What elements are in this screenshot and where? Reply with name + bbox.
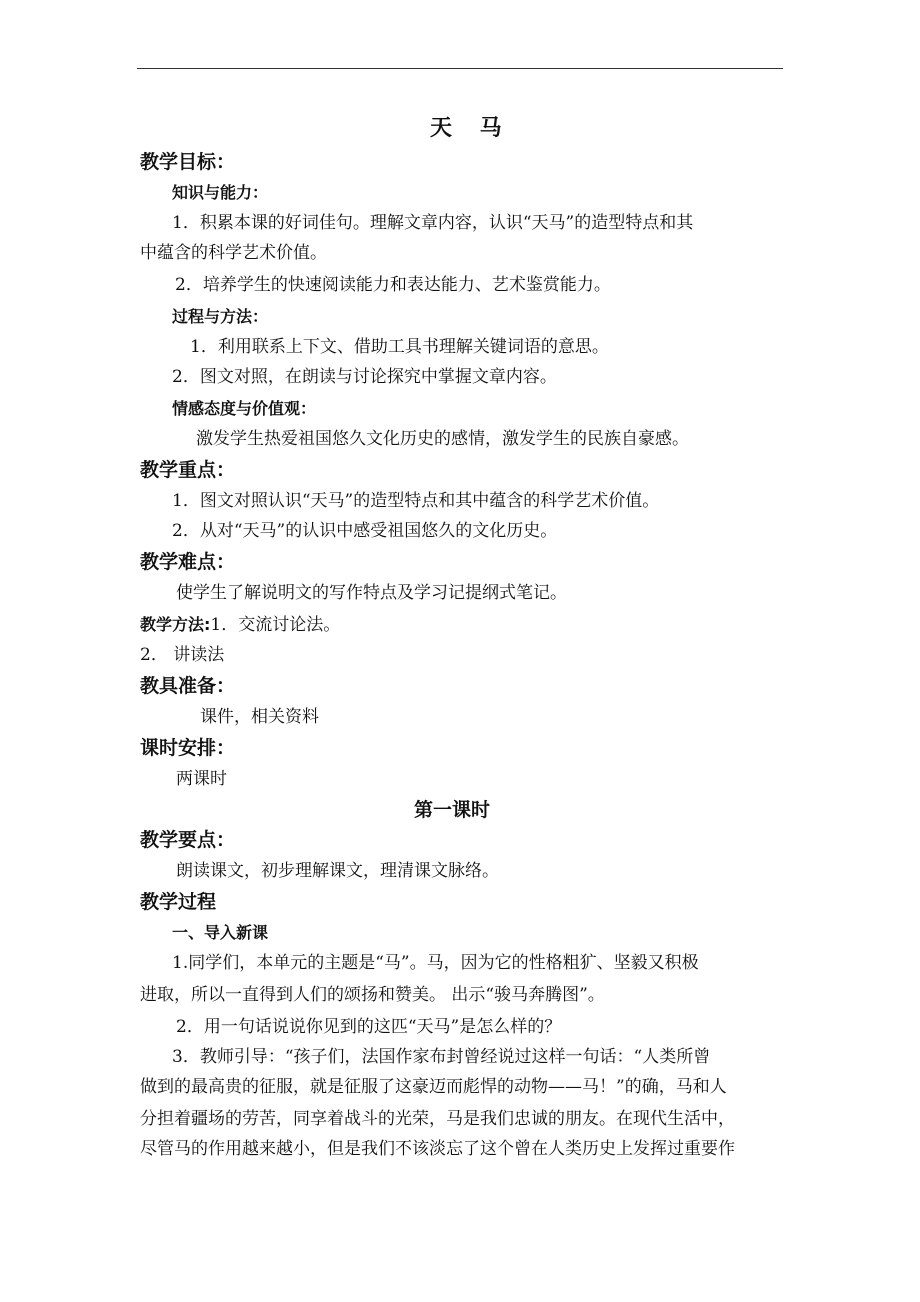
paragraph-3-line-4: 尽管马的作用越来越小，但是我们不该淡忘了这个曾在人类历史上发挥过重要作 (140, 1139, 735, 1159)
paragraph-1-line-1: 1.同学们，本单元的主题是“马”。马，因为它的性格粗犷、坚毅又积极 (172, 953, 699, 973)
paragraph-2: 2．用一句话说说你见到的这匹“天马”是怎么样的？ (176, 1017, 562, 1037)
paragraph-1-line-2: 进取，所以一直得到人们的颂扬和赞美。 出示“骏马奔腾图”。 (140, 985, 605, 1005)
knowledge-label: 知识与能力： (172, 183, 269, 202)
knowledge-item-2: 2．培养学生的快速阅读能力和表达能力、艺术鉴赏能力。 (175, 275, 611, 295)
key-points-item-2: 2．从对“天马”的认识中感受祖国悠久的文化历史。 (172, 521, 558, 541)
session-1-title: 第一课时 (414, 799, 491, 821)
key-points-item-1: 1．图文对照认识“天马”的造型特点和其中蕴含的科学艺术价值。 (172, 491, 660, 511)
session-points-heading: 教学要点： (140, 829, 236, 851)
teaching-process-heading: 教学过程 (140, 891, 217, 913)
header-rule (137, 68, 783, 69)
process-item-2: 2．图文对照，在朗读与讨论探究中掌握文章内容。 (172, 367, 557, 387)
methods-label: 教学方法: (140, 615, 211, 634)
difficulties-heading: 教学难点： (140, 551, 236, 573)
methods-item-1: 1．交流讨论法。 (210, 615, 341, 635)
step-1-label: 一、导入新课 (172, 923, 269, 942)
session-points-text: 朗读课文，初步理解课文，理清课文脉络。 (176, 861, 499, 881)
schedule-text: 两课时 (176, 769, 227, 789)
schedule-heading: 课时安排： (140, 737, 236, 759)
key-points-heading: 教学重点： (140, 459, 236, 481)
methods-item-2: 2． 讲读法 (140, 645, 225, 665)
process-item-1: 1．利用联系上下文、借助工具书理解关键词语的意思。 (190, 337, 609, 357)
emotion-label: 情感态度与价值观： (172, 399, 317, 418)
knowledge-item-1-line-2: 中蕴含的科学艺术价值。 (140, 243, 327, 263)
preparation-heading: 教具准备： (140, 675, 236, 697)
process-label: 过程与方法： (172, 307, 269, 326)
emotion-text: 激发学生热爱祖国悠久文化历史的感情，激发学生的民族自豪感。 (196, 429, 689, 449)
document-title: 天 马 (430, 115, 512, 141)
paragraph-3-line-2: 做到的最高贵的征服，就是征服了这豪迈而彪悍的动物——马！”的确，马和人 (140, 1077, 727, 1097)
methods-line (140, 617, 340, 634)
preparation-text: 课件，相关资料 (200, 707, 319, 727)
paragraph-3-line-1: 3．教师引导：“孩子们，法国作家布封曾经说过这样一句话：“人类所曾 (172, 1047, 711, 1067)
paragraph-3-line-3: 分担着疆场的劳苦，同享着战斗的光荣，马是我们忠诚的朋友。在现代生活中， (140, 1109, 735, 1129)
objectives-heading: 教学目标： (140, 151, 236, 173)
difficulties-text: 使学生了解说明文的写作特点及学习记提纲式笔记。 (176, 583, 567, 603)
knowledge-item-1-line-1: 1．积累本课的好词佳句。理解文章内容，认识“天马”的造型特点和其 (172, 213, 694, 233)
